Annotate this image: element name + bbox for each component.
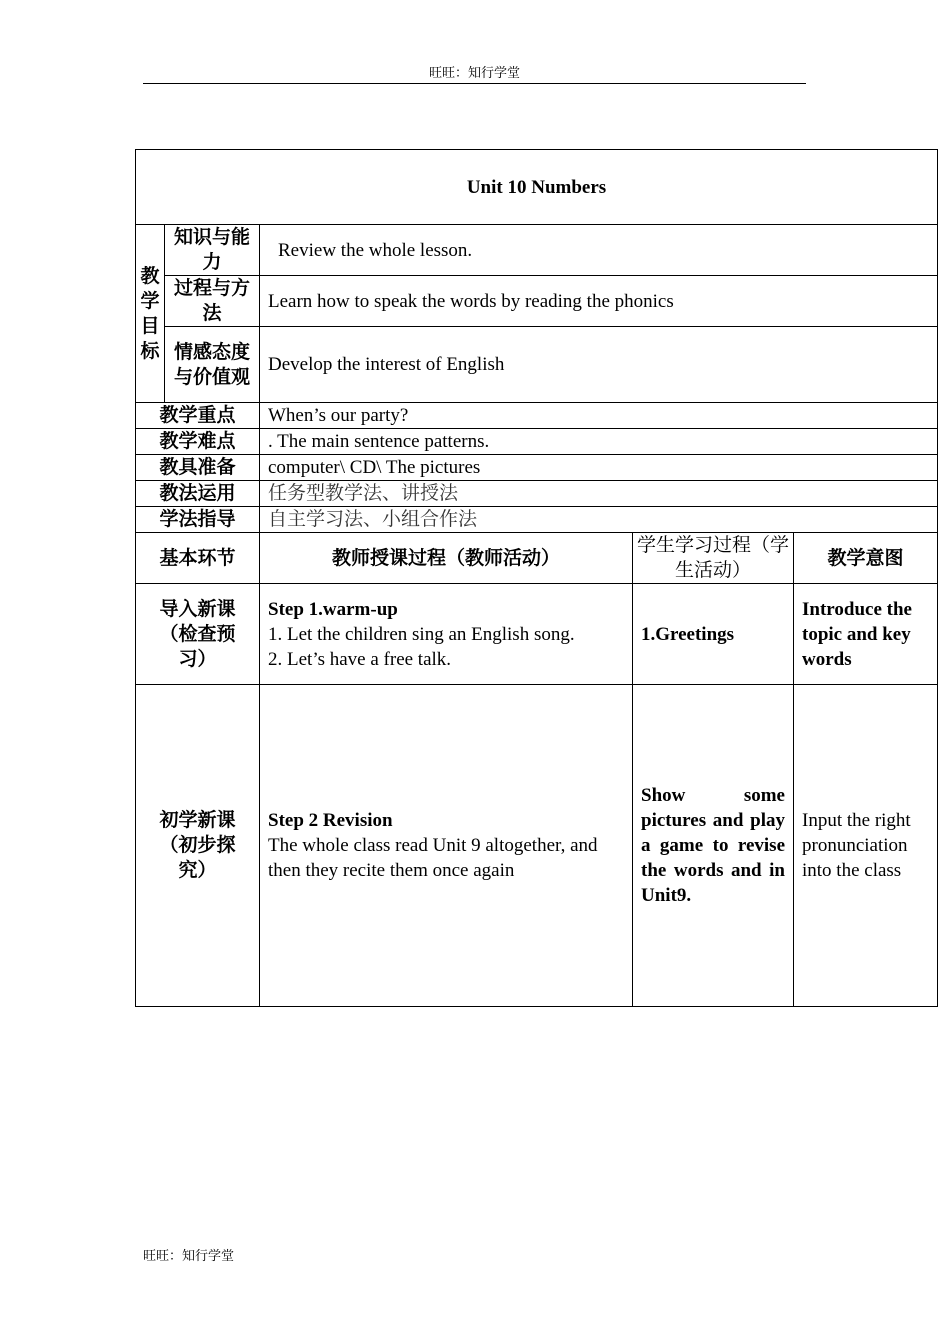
page-footer: 旺旺：知行学堂 — [143, 1249, 235, 1264]
objective-text: Review the whole lesson. — [278, 239, 473, 261]
teaching-intent: Introduce the topic and key words — [794, 584, 938, 685]
column-header-student: 学生学习过程（学生活动） — [633, 533, 794, 584]
info-content: . The main sentence patterns. — [260, 429, 938, 455]
student-activity: 1.Greetings — [633, 584, 794, 685]
info-content: computer\ CD\ The pictures — [260, 455, 938, 481]
info-content: 任务型教学法、讲授法 — [260, 481, 938, 507]
info-content: 自主学习法、小组合作法 — [260, 507, 938, 533]
student-activity: Show some pictures and play a game to revise the words and in Unit9. — [633, 685, 794, 1007]
step-title: Step 2 Revision — [268, 810, 393, 831]
step-line: 2. Let’s have a free talk. — [268, 648, 452, 670]
objective-label: 过程与方法 — [165, 276, 260, 327]
info-label: 教学重点 — [136, 403, 260, 429]
info-row — [136, 507, 938, 533]
teacher-activity — [260, 584, 633, 685]
info-label: 学法指导 — [136, 507, 260, 533]
info-label: 教具准备 — [136, 455, 260, 481]
objective-row — [136, 225, 938, 276]
column-header-intent: 教学意图 — [794, 533, 938, 584]
step-title: Step 1.warm-up — [268, 598, 398, 620]
objective-content: Develop the interest of English — [260, 327, 938, 403]
info-row — [136, 455, 938, 481]
info-content: When’s our party? — [260, 403, 938, 429]
objectives-label: 教学目标 — [136, 225, 165, 403]
step-line: 1. Let the children sing an English song. — [268, 623, 575, 645]
info-row — [136, 429, 938, 455]
header-rule — [143, 83, 806, 84]
teaching-intent: Input the right pronunciation into the class — [794, 685, 938, 1007]
column-header-row — [136, 533, 938, 584]
stage-row — [136, 584, 938, 685]
info-label: 教学难点 — [136, 429, 260, 455]
info-row — [136, 403, 938, 429]
stage-row — [136, 685, 938, 1007]
title-row — [136, 150, 938, 225]
step-line: The whole class read Unit 9 altogether, and then they recite them once again — [268, 835, 598, 881]
info-label: 教法运用 — [136, 481, 260, 507]
objective-label: 知识与能力 — [165, 225, 260, 276]
page-header: 旺旺：知行学堂 — [428, 66, 520, 81]
stage-label: 导入新课（检查预习） — [136, 584, 260, 685]
teacher-activity — [260, 685, 633, 1007]
column-header-teacher: 教师授课过程（教师活动） — [260, 533, 633, 584]
stage-label: 初学新课（初步探究） — [136, 685, 260, 1007]
objective-label: 情感态度与价值观 — [165, 327, 260, 403]
lesson-title: Unit 10 Numbers — [136, 150, 938, 225]
info-row — [136, 481, 938, 507]
objective-row — [136, 276, 938, 327]
objective-row — [136, 327, 938, 403]
objective-content: Learn how to speak the words by reading the phonics — [260, 276, 938, 327]
lesson-plan-table — [135, 149, 938, 1007]
objective-content — [260, 225, 938, 276]
column-header-stage: 基本环节 — [136, 533, 260, 584]
